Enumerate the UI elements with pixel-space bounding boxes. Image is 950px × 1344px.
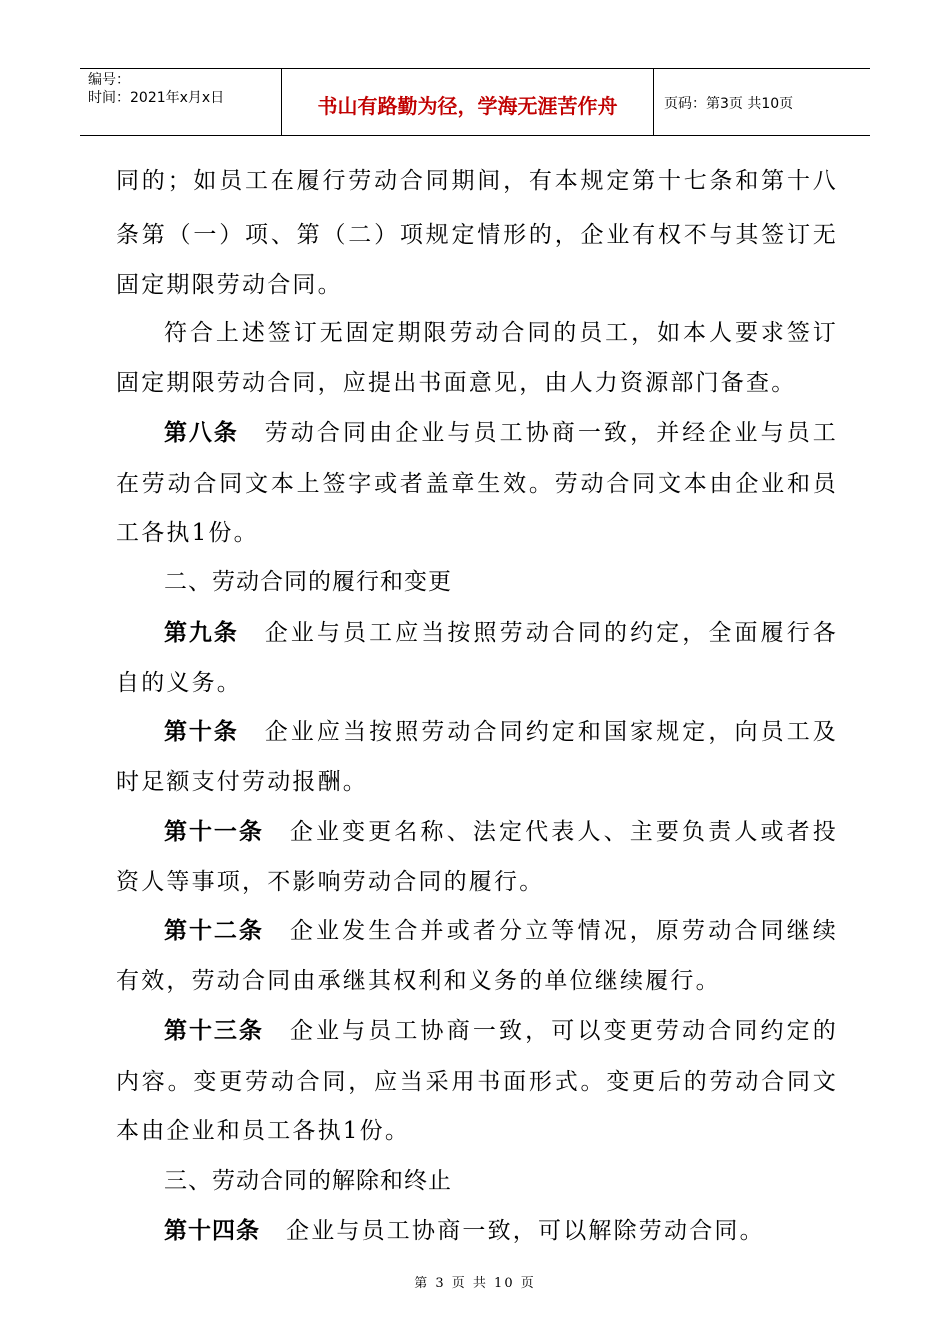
page-header [80, 68, 870, 136]
paragraph-line: 在劳动合同文本上签字或者盖章生效。劳动合同文本由企业和员 [116, 471, 838, 497]
document-number-label: 编号： [88, 72, 130, 88]
paragraph-line: 条第（一）项、第（二）项规定情形的，企业有权不与其签订无 [116, 222, 838, 248]
article-title: 第十条 [164, 719, 239, 745]
article-title: 第十二条 [164, 918, 264, 944]
article-title: 第八条 [164, 420, 239, 446]
header-motto: 书山有路勤为径，学海无涯苦作舟 [282, 69, 654, 135]
article-text: 企业发生合并或者分立等情况，原劳动合同继续 [289, 918, 839, 944]
paragraph-line: 同的；如员工在履行劳动合同期间，有本规定第十七条和第十八 [116, 168, 838, 194]
article-title: 第十三条 [164, 1018, 264, 1044]
article-12-line [164, 916, 838, 946]
page-footer: 第 3 页 共 10 页 [414, 1276, 536, 1291]
paragraph-line: 工各执1份。 [116, 520, 259, 546]
document-date: 时间：2021年x月x日 [88, 90, 225, 106]
paragraph-line: 有效，劳动合同由承继其权利和义务的单位继续履行。 [116, 968, 721, 994]
header-meta [80, 69, 282, 135]
paragraph-line: 时足额支付劳动报酬。 [116, 769, 368, 795]
paragraph-line: 固定期限劳动合同，应提出书面意见，由人力资源部门备查。 [116, 370, 797, 396]
paragraph-line: 符合上述签订无固定期限劳动合同的员工，如本人要求签订 [164, 320, 838, 346]
article-title: 第十四条 [164, 1218, 260, 1244]
paragraph-line: 固定期限劳动合同。 [116, 272, 343, 298]
paragraph-line: 本由企业和员工各执1份。 [116, 1118, 411, 1144]
section-heading: 二、劳动合同的履行和变更 [164, 569, 452, 595]
article-13-line [164, 1016, 838, 1046]
article-11-line [164, 817, 838, 847]
section-heading: 三、劳动合同的解除和终止 [164, 1168, 452, 1194]
paragraph-line: 自的义务。 [116, 670, 242, 696]
paragraph-line: 内容。变更劳动合同，应当采用书面形式。变更后的劳动合同文 [116, 1069, 838, 1095]
article-text: 劳动合同由企业与员工协商一致，并经企业与员工 [264, 420, 838, 446]
header-page-info: 页码：第3页 共10页 [664, 96, 794, 112]
article-title: 第十一条 [164, 819, 264, 845]
article-text: 企业与员工应当按照劳动合同的约定，全面履行各 [264, 620, 838, 646]
paragraph-line: 资人等事项，不影响劳动合同的履行。 [116, 869, 545, 895]
article-text: 企业与员工协商一致，可以解除劳动合同。 [286, 1218, 765, 1244]
article-text: 企业与员工协商一致，可以变更劳动合同约定的 [289, 1018, 839, 1044]
article-text: 企业变更名称、法定代表人、主要负责人或者投 [289, 819, 839, 845]
article-title: 第九条 [164, 620, 239, 646]
article-8-line [164, 418, 838, 448]
article-9-line [164, 618, 838, 648]
article-text: 企业应当按照劳动合同约定和国家规定，向员工及 [264, 719, 838, 745]
article-10-line [164, 717, 838, 747]
article-14-line [164, 1216, 838, 1246]
